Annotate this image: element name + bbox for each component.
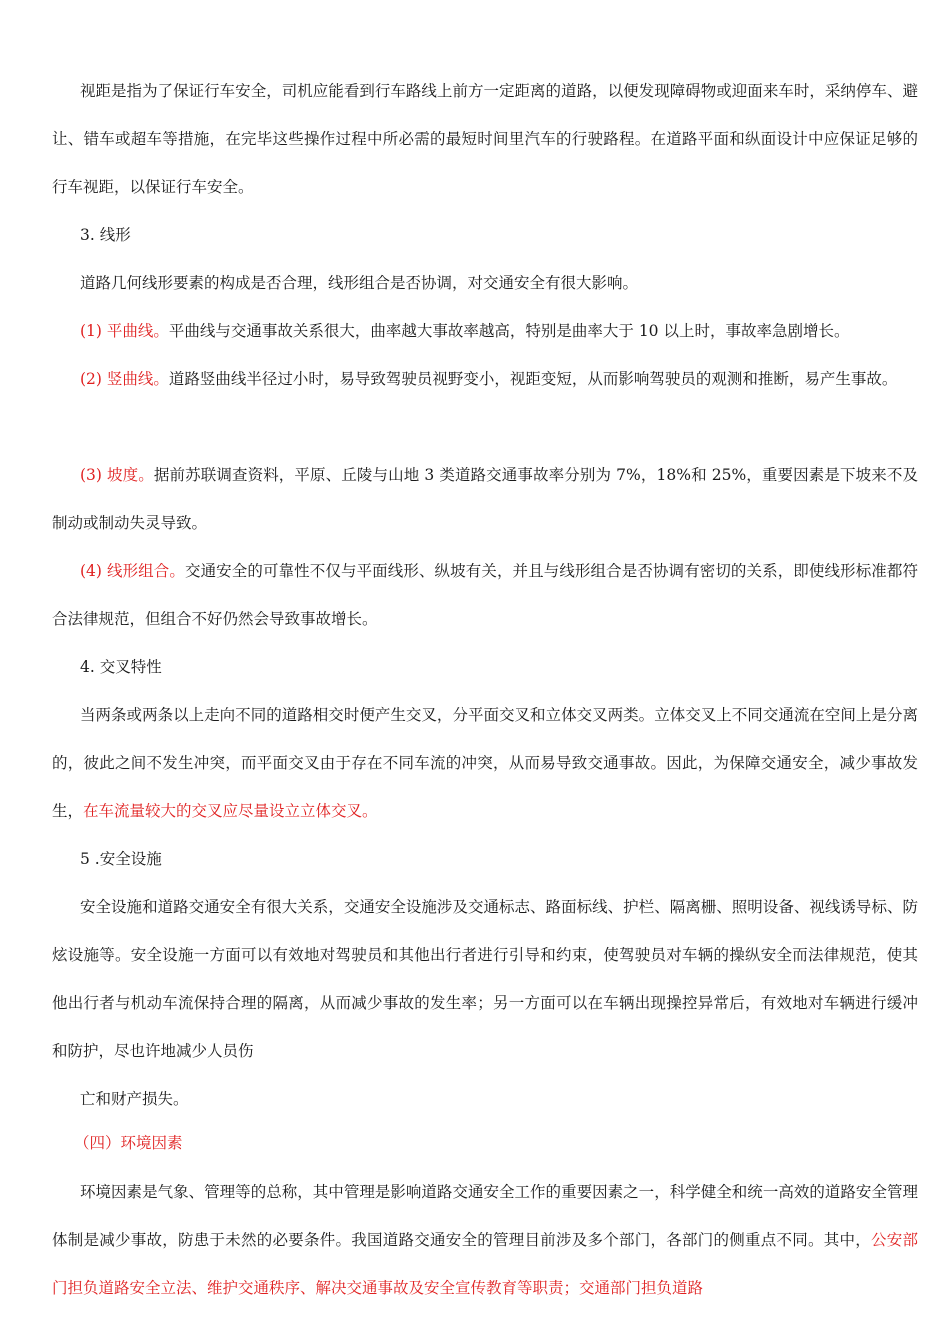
item-alignment-combination	[52, 547, 918, 643]
item-text: 据前苏联调查资料，平原、丘陵与山地 3 类道路交通事故率分别为 7%，18%和 25%，重要因素是下坡来不及制动或制动失灵导致。	[52, 466, 918, 532]
heading-intersection: 4. 交叉特性	[80, 658, 162, 676]
intersection-highlight: 在车流量较大的交叉应尽量设立立体交叉。	[83, 802, 378, 820]
item-grade	[52, 451, 918, 547]
heading-alignment: 3. 线形	[80, 226, 131, 244]
item-horizontal-curve	[52, 307, 918, 355]
heading-environment: （四）环境因素	[74, 1134, 183, 1152]
item-vertical-curve	[52, 355, 918, 403]
item-text: 平曲线与交通事故关系很大，曲率越大事故率越高，特别是曲率大于 10 以上时，事故率急剧增长。	[168, 322, 850, 340]
item-text: 道路竖曲线半径过小时，易导致驾驶员视野变小，视距变短，从而影响驾驶员的观测和推断，易产生事故。	[168, 370, 898, 388]
item-text: 交通安全的可靠性不仅与平面线形、纵坡有关，并且与线形组合是否协调有密切的关系，即使线形标准都符合法律规范，但组合不好仍然会导致事故增长。	[52, 562, 918, 628]
intersection-text: 当两条或两条以上走向不同的道路相交时便产生交叉，分平面交叉和立体交叉两类。立体交叉上不同交通流在空间上是分离的，彼此之间不发生冲突，而平面交叉由于存在不同车流的冲突，从而易导致交通事故。因此，为保障交通安全，减少事故发生，	[52, 706, 918, 820]
item-label: (4) 线形组合。	[80, 562, 185, 580]
paragraph-safety-facilities: 安全设施和道路交通安全有很大关系，交通安全设施涉及交通标志、路面标线、护栏、隔离栅、照明设备、视线诱导标、防炫设施等。安全设施一方面可以有效地对驾驶员和其他出行者进行引导和约束，使驾驶员对车辆的操纵安全而法律规范，使其他出行者与机动车流保持合理的隔离，从而减少事故的发生率；另一方面可以在车辆出现操控异常后，有效地对车辆进行缓冲和防护，尽也许地减少人员伤	[52, 898, 918, 1060]
paragraph-safety-facilities-continued: 亡和财产损失。	[80, 1090, 189, 1108]
environment-highlight: 公安部门担负道路安全立法、维护交通秩序、解决交通事故及安全宣传教育等职责；交通部门担负道路	[52, 1231, 918, 1297]
item-label: (1) 平曲线。	[80, 322, 169, 340]
heading-safety-facilities: 5 .安全设施	[80, 850, 162, 868]
environment-text: 环境因素是气象、管理等的总称，其中管理是影响道路交通安全工作的重要因素之一，科学健全和统一高效的道路安全管理体制是减少事故，防患于未然的必要条件。我国道路交通安全的管理目前涉及多个部门，各部门的侧重点不同。其中，	[52, 1183, 918, 1249]
paragraph-sight-distance	[52, 67, 918, 211]
item-label: (3) 坡度。	[80, 466, 154, 484]
paragraph-environment	[52, 1168, 918, 1312]
paragraph-intersection	[52, 691, 918, 835]
sight-distance-text: 视距是指为了保证行车安全，司机应能看到行车路线上前方一定距离的道路，以便发现障碍物或迎面来车时，采纳停车、避让、错车或超车等措施，在完毕这些操作过程中所必需的最短时间里汽车的行驶路程。在道路平面和纵面设计中应保证足够的行车视距，以保证行车安全。	[52, 82, 918, 196]
item-label: (2) 竖曲线。	[80, 370, 169, 388]
paragraph-alignment: 道路几何线形要素的构成是否合理，线形组合是否协调，对交通安全有很大影响。	[80, 274, 639, 292]
